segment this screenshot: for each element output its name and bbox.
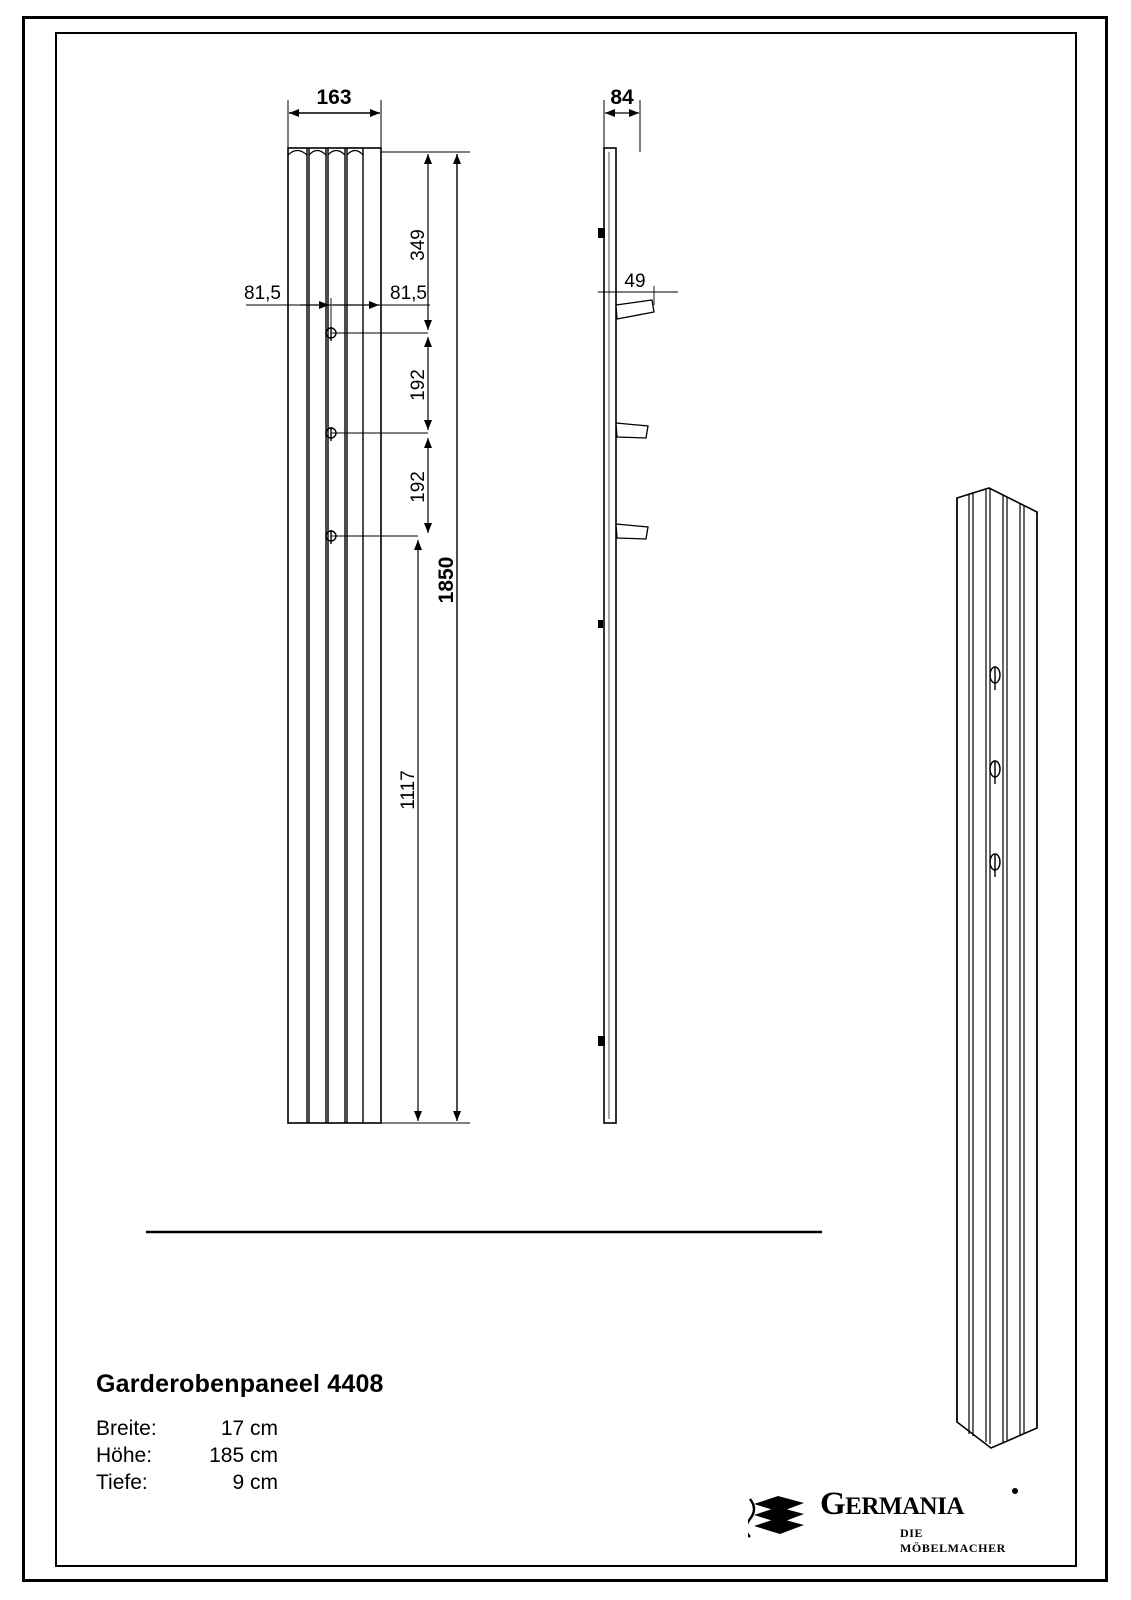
spec-value-height: 185 cm bbox=[209, 1444, 278, 1467]
spec-value-width: 17 cm bbox=[220, 1417, 278, 1440]
side-hook-3 bbox=[616, 524, 648, 539]
dimension-side-depth bbox=[604, 86, 640, 152]
dim-84-label: 84 bbox=[610, 86, 634, 109]
dimension-hook-spacing-2 bbox=[408, 438, 429, 533]
side-view bbox=[598, 86, 678, 1123]
spec-label-width: Breite: bbox=[96, 1417, 157, 1440]
dim-1117-label: 1117 bbox=[398, 770, 419, 810]
side-hook-2 bbox=[616, 423, 648, 438]
front-view bbox=[244, 86, 470, 1123]
spec-row-width bbox=[96, 1415, 616, 1442]
dim-1850-label: 1850 bbox=[435, 556, 458, 604]
dim-81-5-left-label: 81,5 bbox=[244, 283, 281, 304]
perspective-view bbox=[957, 488, 1037, 1448]
product-title: Garderobenpaneel 4408 bbox=[96, 1370, 384, 1398]
brand-name-rest: ERMANIA bbox=[845, 1493, 964, 1520]
brand-tagline: DIE MÖBELMACHER bbox=[900, 1526, 1006, 1555]
dim-49-label: 49 bbox=[624, 271, 646, 292]
brand-name bbox=[820, 1486, 964, 1523]
dim-163-label: 163 bbox=[316, 86, 352, 109]
spec-row-depth bbox=[96, 1469, 616, 1496]
dimension-bottom-segment bbox=[398, 540, 419, 1121]
side-hook-1 bbox=[616, 300, 654, 319]
stacked-sheets-icon bbox=[748, 1490, 810, 1544]
dimension-hook-spacing-1 bbox=[408, 337, 429, 430]
dim-192a-label: 192 bbox=[408, 369, 429, 401]
dim-349-label: 349 bbox=[408, 229, 429, 261]
spec-row-height bbox=[96, 1442, 616, 1469]
title-block bbox=[96, 1370, 616, 1496]
dim-81-5-right-label: 81,5 bbox=[390, 283, 427, 304]
brand-registered-dot bbox=[1012, 1488, 1018, 1494]
spec-value-depth: 9 cm bbox=[232, 1471, 278, 1494]
dimension-front-total-height bbox=[435, 154, 458, 1121]
spec-label-depth: Tiefe: bbox=[96, 1471, 148, 1494]
dimension-front-width bbox=[288, 86, 381, 152]
dim-192b-label: 192 bbox=[408, 471, 429, 503]
brand-logo bbox=[748, 1486, 1018, 1556]
spec-label-height: Höhe: bbox=[96, 1444, 153, 1467]
brand-name-first: G bbox=[820, 1486, 846, 1522]
